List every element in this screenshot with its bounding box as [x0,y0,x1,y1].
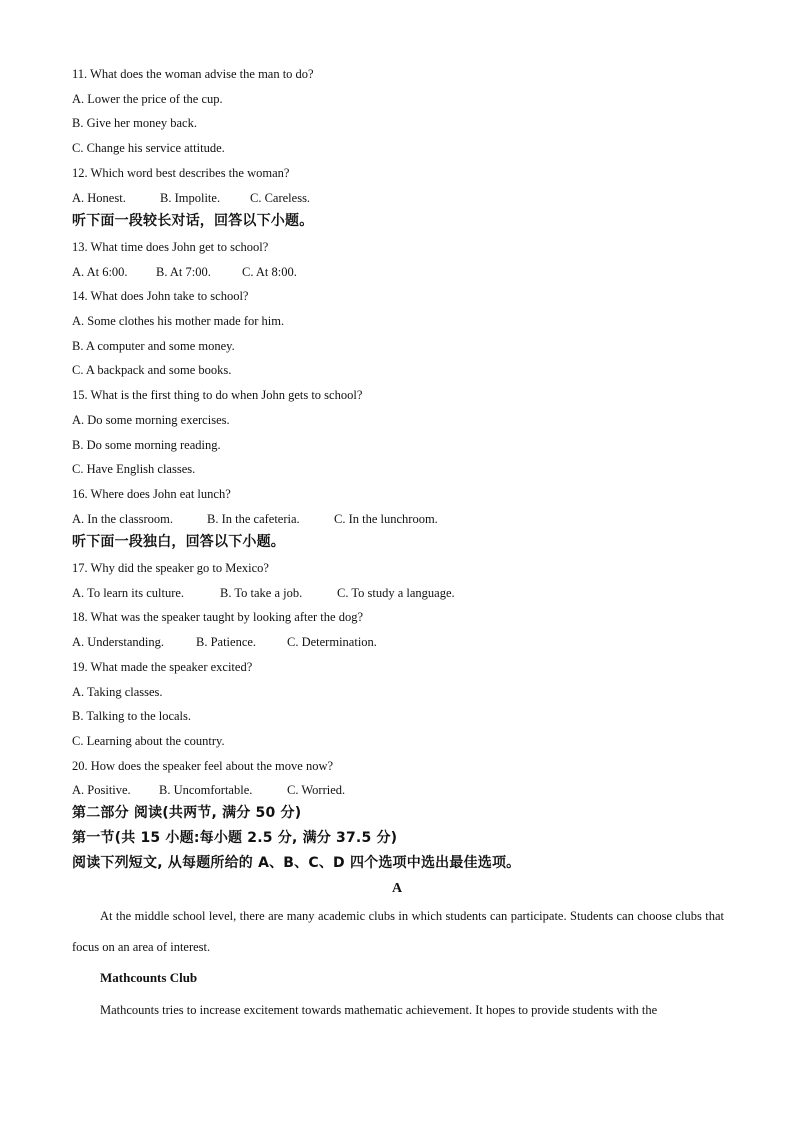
question-14-option-b: B. A computer and some money. [72,339,235,353]
part2-instruction: 阅读下列短文, 从每题所给的 A、B、C、D 四个选项中选出最佳选项。 [72,855,521,871]
question-12-option-b: B. Impolite. [160,191,221,205]
question-18-option-b: B. Patience. [196,635,257,649]
question-18-stem: 18. What was the speaker taught by looking after the dog? [72,610,364,624]
question-17-option-a: A. To learn its culture. [72,586,185,600]
question-19-stem: 19. What made the speaker excited? [72,660,253,674]
part2-heading: 第二部分 阅读(共两节, 满分 50 分) [72,805,302,821]
question-20-stem: 20. How does the speaker feel about the move now? [72,759,334,773]
passage-letter: A [391,881,403,896]
question-13-stem: 13. What time does John get to school? [72,240,269,254]
question-16-stem: 16. Where does John eat lunch? [72,487,231,501]
question-15-option-c: C. Have English classes. [72,462,196,476]
question-12-stem: 12. Which word best describes the woman? [72,166,290,180]
question-18-options [72,634,377,650]
question-15-option-a: A. Do some morning exercises. [72,413,230,427]
question-11-option-a: A. Lower the price of the cup. [72,92,223,106]
question-16-options [72,511,438,527]
question-16-option-b: B. In the cafeteria. [207,512,300,526]
question-19-option-a: A. Taking classes. [72,685,163,699]
question-18-option-a: A. Understanding. [72,635,164,649]
question-13-option-a: A. At 6:00. [72,265,128,279]
part2-section1-heading: 第一节(共 15 小题:每小题 2.5 分, 满分 37.5 分) [72,830,398,846]
question-12-option-a: A. Honest. [72,191,126,205]
question-11-option-c: C. Change his service attitude. [72,141,225,155]
question-13-option-c: C. At 8:00. [242,265,297,279]
question-19-option-c: C. Learning about the country. [72,734,225,748]
question-20-options [72,782,345,798]
question-17-option-c: C. To study a language. [337,586,455,600]
question-16-option-a: A. In the classroom. [72,512,174,526]
question-13-options [72,264,297,280]
question-12-option-c: C. Careless. [250,191,311,205]
question-12-options [72,190,310,206]
question-14-option-c: C. A backpack and some books. [72,363,232,377]
question-11-option-b: B. Give her money back. [72,116,197,130]
question-17-stem: 17. Why did the speaker go to Mexico? [72,561,269,575]
question-19-option-b: B. Talking to the locals. [72,709,192,723]
question-14-option-a: A. Some clothes his mother made for him. [72,314,285,328]
question-20-option-a: A. Positive. [72,783,131,797]
question-16-option-c: C. In the lunchroom. [334,512,438,526]
passage-intro-paragraph: At the middle school level, there are many academic clubs in which students can participate. Students can choose clubs that focus on an area of interest. [72,909,724,954]
question-17-options [72,585,455,601]
club-description: Mathcounts tries to increase excitement towards mathematic achievement. It hopes to provide students with the [100,1003,658,1017]
question-20-option-c: C. Worried. [287,783,346,797]
club-title: Mathcounts Club [100,970,198,985]
question-20-option-b: B. Uncomfortable. [159,783,253,797]
section-heading-long-dialogue: 听下面一段较长对话，回答以下小题。 [72,213,314,229]
question-15-stem: 15. What is the first thing to do when John gets to school? [72,388,363,402]
question-13-option-b: B. At 7:00. [156,265,211,279]
question-18-option-c: C. Determination. [287,635,377,649]
section-heading-monologue: 听下面一段独白，回答以下小题。 [72,534,285,550]
question-11-stem: 11. What does the woman advise the man to do? [72,67,314,81]
question-17-option-b: B. To take a job. [220,586,303,600]
question-14-stem: 14. What does John take to school? [72,289,249,303]
question-15-option-b: B. Do some morning reading. [72,438,221,452]
